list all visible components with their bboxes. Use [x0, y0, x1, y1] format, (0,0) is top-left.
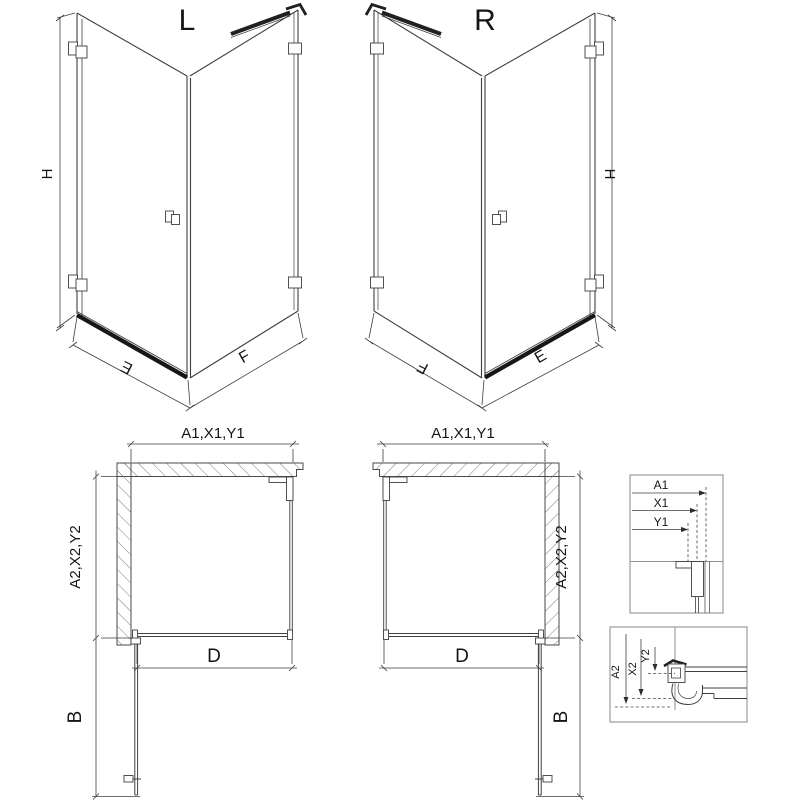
panel-dim-label: D [207, 646, 221, 667]
x2-arrowhead-icon [639, 689, 644, 696]
iso-right-geometry [365, 5, 616, 412]
iso-right-view [365, 4, 618, 411]
plan-left-view [65, 425, 303, 800]
plan-right-geometry [373, 441, 584, 800]
y1-arrowhead-icon [681, 527, 688, 532]
x1-arrowhead-icon [690, 508, 697, 513]
x2-label: X2 [627, 662, 639, 676]
door-width-dim-label: E [531, 347, 550, 368]
a2-arrowhead-icon [624, 697, 629, 704]
side-dim-label: A2,X2,Y2 [67, 525, 84, 589]
detail-box-frame [630, 475, 723, 613]
height-dim-label: H [39, 168, 56, 180]
detail-vertical-offsets [610, 627, 747, 722]
variant-label-left: L [178, 4, 196, 37]
panel-dim-label: D [455, 646, 469, 667]
offset-reference-dashes [615, 674, 675, 708]
height-dim-label: H [601, 168, 618, 180]
top-dim-label: A1,X1,Y1 [181, 425, 245, 442]
door-width-dim-label: E [118, 357, 136, 378]
wall-profile-section [676, 562, 710, 614]
variant-label-right: R [474, 4, 496, 37]
y2-arrowhead-icon [653, 664, 658, 671]
a1-arrowhead-icon [699, 490, 706, 495]
y2-label: Y2 [640, 649, 652, 663]
door-dim-label: B [551, 710, 572, 724]
x1-label: X1 [653, 496, 669, 510]
iso-left-geometry [56, 5, 307, 412]
iso-left-view [39, 4, 307, 411]
plan-left-geometry [92, 441, 303, 800]
plan-right-view [373, 425, 584, 800]
panel-width-dim-label: F [236, 347, 254, 367]
a1-label: A1 [653, 478, 669, 492]
glass-clamp-section [664, 661, 687, 683]
door-dim-label: B [65, 710, 86, 724]
side-dim-label: A2,X2,Y2 [553, 525, 570, 589]
a2-label: A2 [610, 665, 622, 679]
offset-reference-dashes [688, 487, 706, 562]
panel-width-dim-label: F [414, 357, 432, 377]
detail-horizontal-offsets [630, 475, 723, 613]
top-dim-label: A1,X1,Y1 [431, 425, 495, 442]
y1-label: Y1 [653, 515, 669, 529]
